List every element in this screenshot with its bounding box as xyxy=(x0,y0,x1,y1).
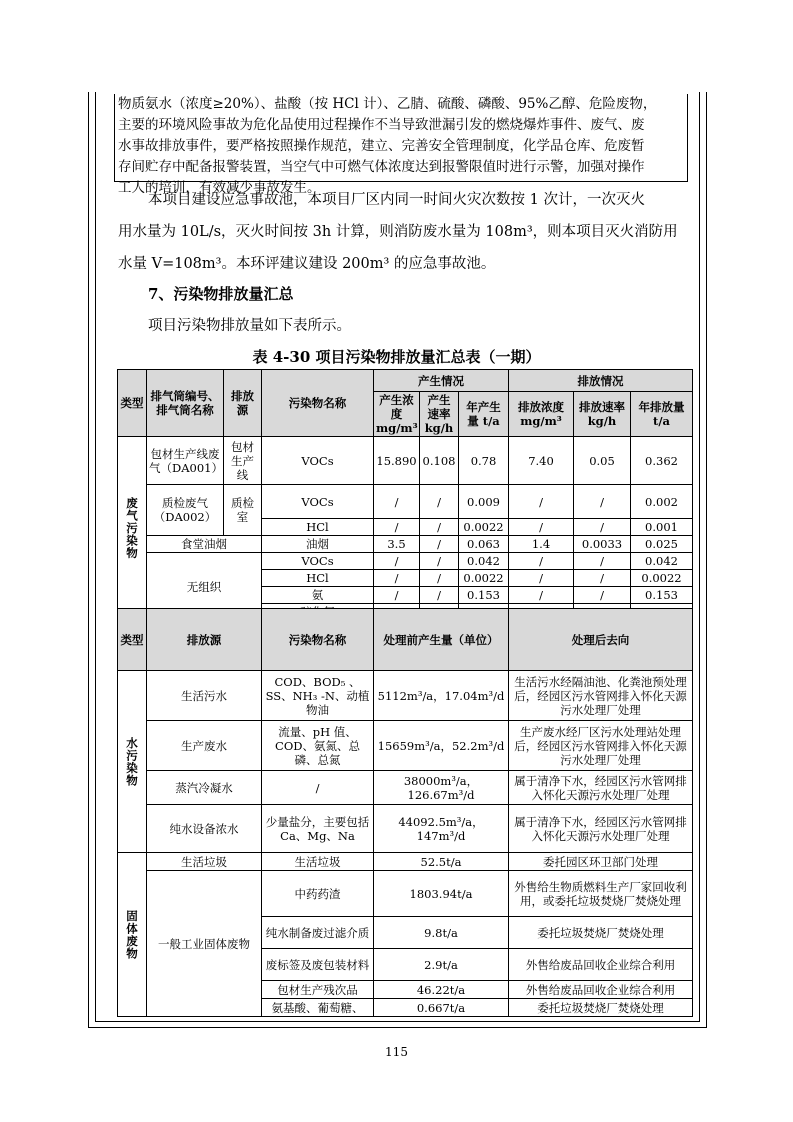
cell-value: 0.042 xyxy=(459,553,509,570)
cell-outlet: 包材生产线废气（DA001） xyxy=(147,437,224,485)
h-emi-conc: 排放浓度 mg/m³ xyxy=(509,392,574,437)
cell-dest: 属于清净下水，经园区污水管网排入怀化天源污水处理厂处理 xyxy=(509,805,693,853)
cell-pollutant: 氨 xyxy=(262,587,374,604)
cell-outlet: 食堂油烟 xyxy=(147,536,262,553)
cell-pollutant: 包材生产残次品 xyxy=(262,981,374,999)
h-type: 类型 xyxy=(118,370,147,437)
cell-value: 0.0022 xyxy=(459,519,509,536)
risk-line: 主要的环境风险事故为危化品使用过程操作不当导致泄漏引发的燃烧爆炸事件、废气、废 xyxy=(118,117,645,133)
cell-pollutant: 纯水制备废过滤介质 xyxy=(262,917,374,949)
cell-pollutant: / xyxy=(262,771,374,805)
table-row xyxy=(118,485,693,519)
cell-amount: 2.9t/a xyxy=(374,949,509,981)
cell-value: / xyxy=(509,553,574,570)
cell-amount: 46.22t/a xyxy=(374,981,509,999)
table-row xyxy=(118,671,693,721)
cell-value: 0.0033 xyxy=(574,536,631,553)
h-emi-amount: 年排放量 t/a xyxy=(631,392,693,437)
cell-source: 包材生产线 xyxy=(224,437,262,485)
cell-dest: 外售给废品回收企业综合利用 xyxy=(509,949,693,981)
cell-amount: 38000m³/a，126.67m³/d xyxy=(374,771,509,805)
cell-dest: 生活污水经隔油池、化粪池预处理后，经园区污水管网排入怀化天源污水处理厂处理 xyxy=(509,671,693,721)
cell-pollutant: 少量盐分，主要包括 Ca、Mg、Na xyxy=(262,805,374,853)
cell-source: 一般工业固体废物 xyxy=(147,871,262,1017)
cell-value: 0.108 xyxy=(420,437,459,485)
h-outlet: 排气筒编号、排气筒名称 xyxy=(147,370,224,437)
cell-value: 0.001 xyxy=(631,519,693,536)
cell-value: / xyxy=(374,587,420,604)
cell-pollutant: 流量、pH 值、COD、氨氮、总磷、总氮 xyxy=(262,721,374,771)
cell-value: / xyxy=(420,519,459,536)
h-source: 排放源 xyxy=(224,370,262,437)
h-type2: 类型 xyxy=(118,609,147,671)
cell-source: 蒸汽冷凝水 xyxy=(147,771,262,805)
risk-line: 水事故排放事件，要严格按照操作规范，建立、完善安全管理制度，化学品仓库、危废暂 xyxy=(118,138,645,154)
cell-value: 0.002 xyxy=(631,485,693,519)
cell-dest: 外售给生物质燃料生产厂家回收利用，或委托垃圾焚烧厂焚烧处理 xyxy=(509,871,693,917)
page-number: 115 xyxy=(385,1045,408,1059)
cell-value: 0.153 xyxy=(631,587,693,604)
cell-value: / xyxy=(374,519,420,536)
cell-amount: 0.667t/a xyxy=(374,999,509,1017)
cell-dest: 属于清净下水，经园区污水管网排入怀化天源污水处理厂处理 xyxy=(509,771,693,805)
table-row xyxy=(118,437,693,485)
water-solid-table xyxy=(117,608,693,1017)
h-pollutant2: 污染物名称 xyxy=(262,609,374,671)
emergency-paragraph xyxy=(118,184,693,280)
cell-pollutant: VOCs xyxy=(262,553,374,570)
cell-pollutant: 油烟 xyxy=(262,536,374,553)
cell-pollutant: HCl xyxy=(262,519,374,536)
intro-text: 项目污染物排放量如下表所示。 xyxy=(148,318,351,334)
cell-source: 生产废水 xyxy=(147,721,262,771)
cell-pollutant: 中药药渣 xyxy=(262,871,374,917)
h-pollutant: 污染物名称 xyxy=(262,370,374,437)
cell-value: / xyxy=(574,553,631,570)
cell-value: 3.5 xyxy=(374,536,420,553)
table-row xyxy=(118,771,693,805)
cell-value: / xyxy=(509,519,574,536)
table-caption: 表 4-30 项目污染物排放量汇总表（一期） xyxy=(252,348,541,366)
cell-pollutant: VOCs xyxy=(262,437,374,485)
cell-value: 15.890 xyxy=(374,437,420,485)
cell-value: / xyxy=(420,553,459,570)
para-line: 用水量为 10L/s，灭火时间按 3h 计算，则消防废水量为 108m³，则本项目灭火消防用 xyxy=(118,224,678,240)
cell-amount: 52.5t/a xyxy=(374,853,509,871)
cell-value: / xyxy=(574,519,631,536)
table-row xyxy=(118,805,693,853)
h-generation: 产生情况 xyxy=(374,370,509,392)
cell-value: 0.362 xyxy=(631,437,693,485)
cell-value: / xyxy=(574,570,631,587)
table-row xyxy=(118,536,693,553)
cell-value: / xyxy=(374,570,420,587)
risk-line: 工人的培训，有效减少事故发生。 xyxy=(118,180,321,196)
table-row xyxy=(118,721,693,771)
cell-pollutant: HCl xyxy=(262,570,374,587)
h-emission: 排放情况 xyxy=(509,370,693,392)
cell-value: 0.0022 xyxy=(631,570,693,587)
cell-dest: 生产废水经厂区污水处理站处理后，经园区污水管网排入怀化天源污水处理厂处理 xyxy=(509,721,693,771)
h-emi-rate: 排放速率 kg/h xyxy=(574,392,631,437)
cell-dest: 委托垃圾焚烧厂焚烧处理 xyxy=(509,999,693,1017)
cell-amount: 9.8t/a xyxy=(374,917,509,949)
cell-value: / xyxy=(574,485,631,519)
cell-pollutant: 生活垃圾 xyxy=(262,853,374,871)
risk-line: 存间贮存中配备报警装置，当空气中可燃气体浓度达到报警限值时进行示警，加强对操作 xyxy=(118,159,645,175)
cell-pollutant: 氨基酸、葡萄糖、 xyxy=(262,999,374,1017)
gas-emission-table xyxy=(117,369,693,621)
cell-value: 0.042 xyxy=(631,553,693,570)
cell-value: 0.153 xyxy=(459,587,509,604)
cell-value: / xyxy=(420,485,459,519)
para-line: 水量 V=108m³。本环评建议建设 200m³ 的应急事故池。 xyxy=(118,256,496,272)
cell-value: / xyxy=(420,587,459,604)
cell-pollutant: COD、BOD₅ 、SS、NH₃ -N、动植物油 xyxy=(262,671,374,721)
cell-value: / xyxy=(509,570,574,587)
cell-value: 0.0022 xyxy=(459,570,509,587)
cell-value: / xyxy=(574,587,631,604)
cell-value: 0.05 xyxy=(574,437,631,485)
cell-amount: 5112m³/a，17.04m³/d xyxy=(374,671,509,721)
cell-pollutant: 废标签及废包装材料 xyxy=(262,949,374,981)
cell-value: / xyxy=(420,570,459,587)
h-amount: 处理前产生量（单位） xyxy=(374,609,509,671)
cell-source: 质检室 xyxy=(224,485,262,536)
cell-value: 0.009 xyxy=(459,485,509,519)
cell-value: 0.025 xyxy=(631,536,693,553)
cell-value: / xyxy=(420,536,459,553)
cell-outlet: 无组织 xyxy=(147,553,262,621)
cell-value: / xyxy=(374,485,420,519)
cell-dest: 委托垃圾焚烧厂焚烧处理 xyxy=(509,917,693,949)
h-gen-rate: 产生速率 kg/h xyxy=(420,392,459,437)
h-gen-conc: 产生浓度 mg/m³ xyxy=(374,392,420,437)
category-solid: 固体废物 xyxy=(125,909,139,960)
risk-text-box xyxy=(114,94,688,196)
h-source2: 排放源 xyxy=(147,609,262,671)
h-dest: 处理后去向 xyxy=(509,609,693,671)
para-line: 本项目建设应急事故池，本项目厂区内同一时间火灾次数按 1 次计，一次灭火 xyxy=(148,192,645,208)
cell-source: 生活污水 xyxy=(147,671,262,721)
cell-value: 7.40 xyxy=(509,437,574,485)
cell-outlet: 质检废气（DA002） xyxy=(147,485,224,536)
cell-dest: 委托园区环卫部门处理 xyxy=(509,853,693,871)
cell-value: 0.78 xyxy=(459,437,509,485)
cell-source: 生活垃圾 xyxy=(147,853,262,871)
cell-dest: 外售给废品回收企业综合利用 xyxy=(509,981,693,999)
category-gas: 废气污染物 xyxy=(125,497,139,560)
cell-value: / xyxy=(509,485,574,519)
section-heading: 7、污染物排放量汇总 xyxy=(148,285,294,303)
cell-value: / xyxy=(509,587,574,604)
table-row xyxy=(118,853,693,871)
risk-line: 物质氨水（浓度≥20%）、盐酸（按 HCl 计）、乙腈、硫酸、磷酸、95%乙醇、危险废物， xyxy=(118,96,657,112)
table-row xyxy=(118,553,693,570)
cell-value: / xyxy=(374,553,420,570)
cell-amount: 15659m³/a，52.2m³/d xyxy=(374,721,509,771)
cell-pollutant: VOCs xyxy=(262,485,374,519)
cell-amount: 1803.94t/a xyxy=(374,871,509,917)
cell-value: 1.4 xyxy=(509,536,574,553)
category-water: 水污染物 xyxy=(125,736,139,787)
cell-value: 0.063 xyxy=(459,536,509,553)
cell-amount: 44092.5m³/a，147m³/d xyxy=(374,805,509,853)
cell-source: 纯水设备浓水 xyxy=(147,805,262,853)
h-gen-amount: 年产生量 t/a xyxy=(459,392,509,437)
table-row xyxy=(118,871,693,917)
